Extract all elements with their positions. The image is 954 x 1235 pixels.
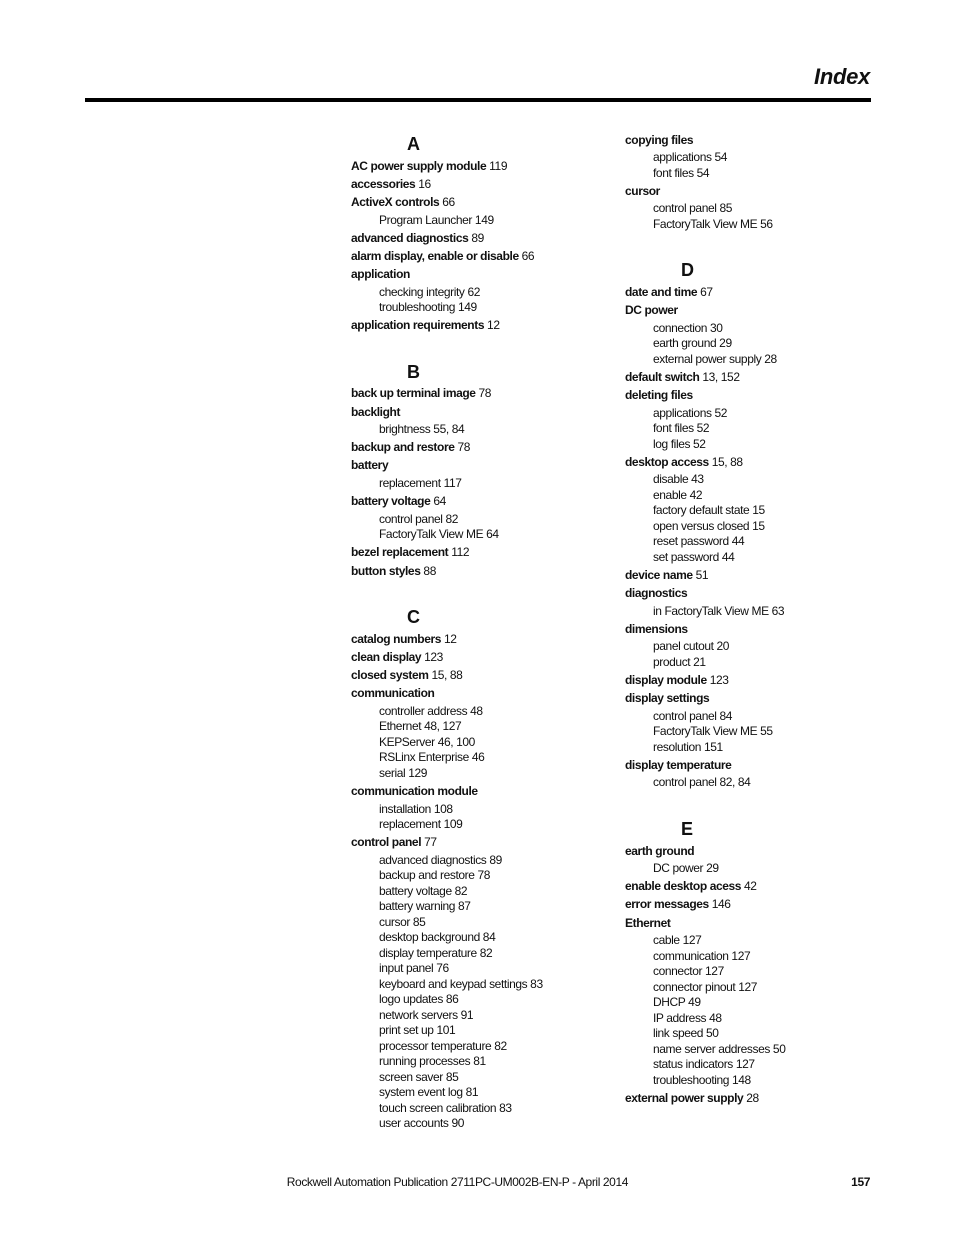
subentry: log files 52 — [653, 436, 706, 451]
index-section — [625, 133, 865, 233]
subentry: disable 43 — [653, 472, 704, 487]
index-entry — [351, 405, 591, 438]
subentry: connector 127 — [653, 964, 724, 979]
entry-term: accessories — [351, 176, 416, 191]
subentry: logo updates 86 — [379, 992, 459, 1007]
entry-pages: 51 — [695, 567, 709, 582]
index-entry — [351, 686, 591, 781]
entry-term: diagnostics — [625, 586, 688, 601]
subentry: brightness 55, 84 — [379, 422, 465, 437]
entry-term: display module — [625, 672, 707, 687]
entry-term: catalog numbers — [351, 631, 442, 646]
entry-term: application requirements — [351, 318, 485, 333]
entry-term: communication module — [351, 783, 478, 798]
index-section — [351, 605, 591, 1132]
index-entry — [625, 916, 865, 1089]
section-letter: B — [407, 361, 420, 382]
index-entry — [625, 303, 865, 367]
subentry-list — [625, 861, 865, 877]
subentry: replacement 117 — [379, 476, 462, 491]
subentry: display temperature 82 — [379, 945, 493, 960]
entry-term: application — [351, 267, 410, 282]
subentry: status indicators 127 — [653, 1057, 755, 1072]
page-title: Index — [814, 64, 870, 89]
subentry: keyboard and keypad settings 83 — [379, 976, 543, 991]
subentry-list — [351, 213, 591, 229]
subentry: screen saver 85 — [379, 1069, 459, 1084]
index-entry — [351, 835, 591, 1132]
entry-term: enable desktop acess — [625, 879, 742, 894]
entry-pages: 66 — [442, 194, 455, 209]
index-entry — [625, 184, 865, 233]
entry-term: closed system — [351, 668, 429, 683]
subentry: link speed 50 — [653, 1026, 719, 1041]
index-entry — [351, 195, 591, 228]
index-entry — [625, 568, 865, 584]
subentry: touch screen calibration 83 — [379, 1100, 512, 1115]
index-entry — [351, 632, 591, 648]
subentry-list — [625, 201, 865, 232]
subentry: communication 127 — [653, 948, 751, 963]
subentry: font files 54 — [653, 165, 710, 180]
subentry: battery warning 87 — [379, 899, 471, 914]
entry-term: display temperature — [625, 757, 732, 772]
entry-pages: 88 — [423, 563, 436, 578]
subentry: replacement 109 — [379, 817, 463, 832]
entry-pages: 12 — [487, 318, 500, 333]
index-entry — [351, 177, 591, 193]
index-entry — [351, 545, 591, 561]
subentry-list — [625, 150, 865, 181]
subentry: connection 30 — [653, 320, 723, 335]
subentry: control panel 85 — [653, 201, 732, 216]
section-letter: D — [681, 260, 694, 281]
subentry: product 21 — [653, 654, 706, 669]
entry-term: advanced diagnostics — [351, 230, 469, 245]
subentry: reset password 44 — [653, 534, 745, 549]
index-entry — [625, 1091, 865, 1107]
section-letter: E — [681, 818, 693, 839]
index-entry — [351, 650, 591, 666]
subentry: set password 44 — [653, 549, 735, 564]
subentry: KEPServer 46, 100 — [379, 734, 475, 749]
index-entry — [625, 673, 865, 689]
entry-term: date and time — [625, 284, 698, 299]
subentry: enable 42 — [653, 487, 703, 502]
section-letter: A — [407, 134, 420, 154]
index-entry — [351, 494, 591, 543]
footer-publication: Rockwell Automation Publication 2711PC-UM002B-EN-P - April 2014 — [286, 1175, 628, 1189]
entry-pages: 77 — [424, 835, 437, 850]
entry-pages: 66 — [521, 248, 535, 263]
index-entry — [625, 691, 865, 755]
subentry: network servers 91 — [379, 1007, 474, 1022]
index-entry — [351, 159, 591, 175]
index-entry — [625, 370, 865, 386]
subentry: system event log 81 — [379, 1085, 479, 1100]
entry-term: ActiveX controls — [351, 194, 440, 209]
subentry: FactoryTalk View ME 55 — [653, 724, 773, 739]
subentry: user accounts 90 — [379, 1116, 464, 1131]
entry-term: backlight — [351, 404, 401, 419]
subentry: processor temperature 82 — [379, 1038, 507, 1053]
entry-pages: 119 — [489, 158, 508, 173]
index-entry — [625, 897, 865, 913]
subentry: font files 52 — [653, 421, 710, 436]
entry-term: earth ground — [625, 843, 695, 858]
subentry: DC power 29 — [653, 861, 719, 876]
entry-pages: 123 — [424, 649, 443, 664]
entry-pages: 64 — [433, 494, 446, 509]
entry-term: button styles — [351, 563, 421, 578]
subentry-list — [351, 422, 591, 438]
entry-pages: 112 — [451, 545, 470, 560]
subentry-list — [625, 709, 865, 756]
entry-pages: 78 — [457, 440, 471, 455]
subentry: FactoryTalk View ME 56 — [653, 216, 773, 231]
subentry-list — [625, 321, 865, 368]
entry-pages: 15, 88 — [711, 454, 743, 469]
entry-term: bezel replacement — [351, 545, 449, 560]
entry-term: deleting files — [625, 388, 693, 403]
index-entry — [351, 668, 591, 684]
subentry: resolution 151 — [653, 739, 723, 754]
entry-term: dimensions — [625, 621, 688, 636]
subentry-list — [351, 512, 591, 543]
entry-term: DC power — [625, 303, 678, 318]
subentry: installation 108 — [379, 801, 453, 816]
index-entry — [351, 440, 591, 456]
subentry-list — [351, 802, 591, 833]
subentry: Program Launcher 149 — [379, 212, 494, 227]
subentry: Ethernet 48, 127 — [379, 719, 462, 734]
entry-pages: 15, 88 — [431, 668, 463, 683]
index-entry — [625, 844, 865, 877]
index-entry — [351, 386, 591, 402]
index-entry — [625, 879, 865, 895]
entry-pages: 89 — [471, 230, 484, 245]
subentry: IP address 48 — [653, 1010, 722, 1025]
entry-pages: 123 — [709, 672, 729, 687]
subentry: checking integrity 62 — [379, 284, 480, 299]
entry-pages: 12 — [443, 631, 457, 646]
subentry: battery voltage 82 — [379, 883, 468, 898]
index-entry — [625, 586, 865, 619]
index-entry — [625, 622, 865, 671]
subentry: DHCP 49 — [653, 995, 701, 1010]
subentry-list — [351, 853, 591, 1132]
index-entry — [351, 318, 591, 334]
subentry: applications 52 — [653, 405, 728, 420]
index-entry — [625, 455, 865, 566]
subentry: serial 129 — [379, 765, 428, 780]
subentry: factory default state 15 — [653, 503, 765, 518]
subentry: troubleshooting 148 — [653, 1072, 751, 1087]
index-entry — [625, 285, 865, 301]
entry-term: cursor — [625, 183, 660, 198]
index-entry — [625, 758, 865, 791]
entry-term: desktop access — [625, 454, 709, 469]
entry-term: battery — [351, 458, 389, 473]
subentry: FactoryTalk View ME 64 — [379, 527, 499, 542]
entry-pages: 16 — [418, 176, 431, 191]
entry-term: display settings — [625, 691, 710, 706]
entry-pages: 78 — [478, 386, 492, 401]
subentry: running processes 81 — [379, 1054, 486, 1069]
subentry-list — [351, 704, 591, 782]
entry-term: external power supply — [625, 1090, 744, 1105]
subentry: input panel 76 — [379, 961, 449, 976]
entry-term: battery voltage — [351, 494, 431, 509]
subentry-list — [625, 472, 865, 565]
subentry: earth ground 29 — [653, 336, 732, 351]
entry-pages: 67 — [700, 284, 713, 299]
subentry: backup and restore 78 — [379, 868, 491, 883]
subentry: external power supply 28 — [653, 351, 777, 366]
subentry: controller address 48 — [379, 703, 483, 718]
index-entry — [351, 458, 591, 491]
index-entry — [351, 249, 591, 265]
entry-term: copying files — [625, 132, 694, 147]
subentry: advanced diagnostics 89 — [379, 852, 502, 867]
index-entry — [625, 133, 865, 182]
subentry: name server addresses 50 — [653, 1041, 786, 1056]
entry-term: back up terminal image — [351, 386, 476, 401]
entry-term: clean display — [351, 649, 422, 664]
subentry-list — [625, 933, 865, 1088]
subentry: desktop background 84 — [379, 930, 496, 945]
index-column-right — [625, 130, 865, 1106]
index-entry — [351, 231, 591, 247]
entry-term: Ethernet — [625, 915, 671, 930]
entry-pages: 28 — [746, 1090, 759, 1105]
entry-pages: 146 — [711, 897, 731, 912]
subentry-list — [625, 604, 865, 620]
entry-term: alarm display, enable or disable — [351, 248, 519, 263]
entry-term: device name — [625, 567, 693, 582]
subentry-list — [625, 639, 865, 670]
index-section — [351, 132, 591, 334]
entry-term: communication — [351, 686, 435, 701]
subentry: control panel 84 — [653, 708, 732, 723]
subentry-list — [351, 476, 591, 492]
header-rule — [85, 98, 871, 102]
subentry: RSLinx Enterprise 46 — [379, 750, 485, 765]
entry-term: control panel — [351, 835, 422, 850]
index-entry — [351, 267, 591, 316]
entry-term: AC power supply module — [351, 158, 487, 173]
subentry-list — [351, 285, 591, 316]
subentry: print set up 101 — [379, 1023, 456, 1038]
subentry: control panel 82, 84 — [653, 775, 751, 790]
subentry: applications 54 — [653, 150, 728, 165]
subentry: cursor 85 — [379, 914, 426, 929]
subentry: panel cutout 20 — [653, 639, 730, 654]
index-section — [625, 258, 865, 791]
index-entry — [351, 784, 591, 833]
index-entry — [351, 564, 591, 580]
subentry: open versus closed 15 — [653, 518, 765, 533]
index-section — [625, 817, 865, 1106]
section-letter: C — [407, 607, 420, 628]
subentry: troubleshooting 149 — [379, 300, 477, 315]
entry-pages: 42 — [744, 879, 757, 894]
entry-term: default switch — [625, 369, 700, 384]
index-column-left — [351, 130, 591, 1132]
subentry: connector pinout 127 — [653, 979, 758, 994]
subentry: cable 127 — [653, 933, 702, 948]
subentry: control panel 82 — [379, 511, 458, 526]
entry-term: backup and restore — [351, 440, 455, 455]
subentry-list — [625, 775, 865, 791]
entry-pages: 13, 152 — [702, 369, 740, 384]
index-entry — [625, 388, 865, 452]
subentry: in FactoryTalk View ME 63 — [653, 603, 785, 618]
subentry-list — [625, 406, 865, 453]
entry-term: error messages — [625, 897, 709, 912]
index-section — [351, 360, 591, 579]
page-number: 157 — [851, 1175, 870, 1189]
